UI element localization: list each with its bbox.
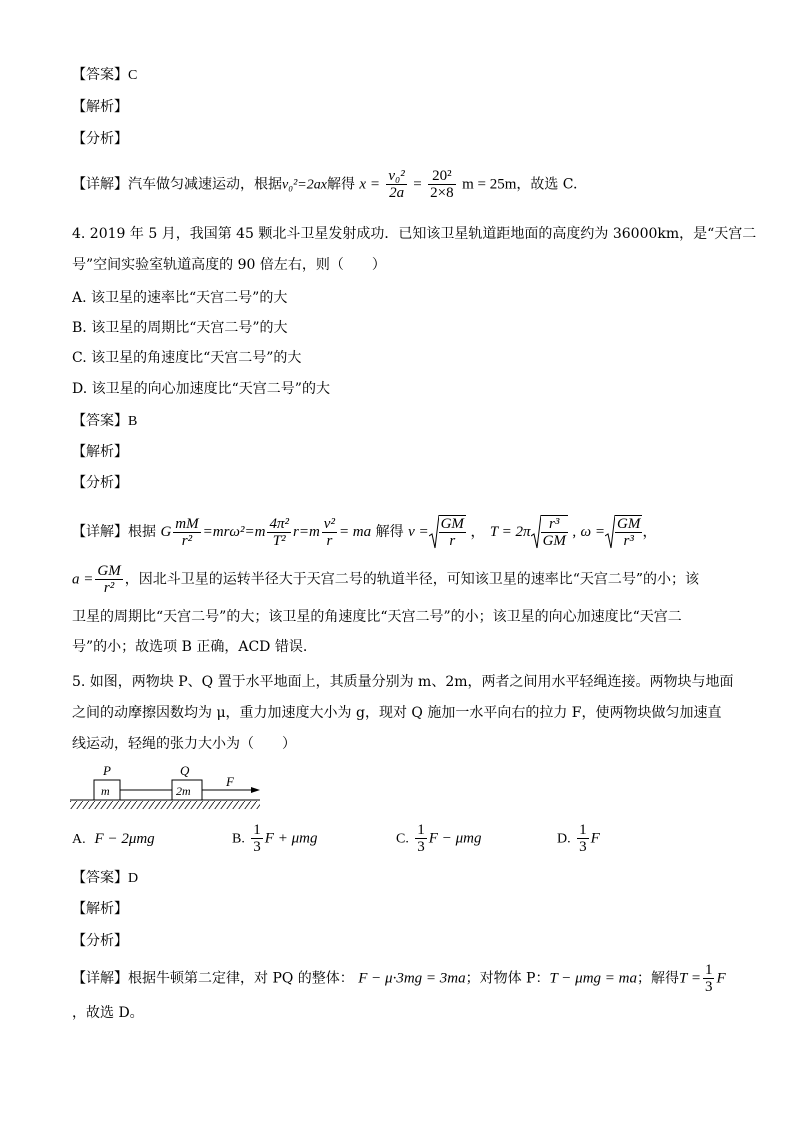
detail-text: 【详解】根据牛顿第二定律，对 PQ 的整体： — [72, 970, 354, 987]
q4-option-a: A. 该卫星的速率比“天宫二号”的大 — [72, 290, 288, 306]
fraction: $\frac{\text{4π²}}{\text{T²}}$ — [269, 515, 289, 549]
formula: v = — [408, 524, 429, 540]
formula: =mrω²=m — [202, 524, 266, 540]
fraction: $\frac{1}{3}$ — [704, 962, 713, 995]
fraction: $\frac{mM}{\text{r²}}$ — [175, 515, 199, 549]
q4-option-d: D. 该卫星的向心加速度比“天宫二号”的大 — [72, 381, 330, 397]
label-q: Q — [180, 763, 190, 778]
formula: ω = — [580, 524, 606, 540]
q5-stem-line1: 5. 如图，两物块 P、Q 置于水平地面上，其质量分别为 m、2m，两者之间用水平轻绳连接。两物块与地面 — [72, 674, 734, 690]
sqrt: $\frac{\text{r³}}{GM}$ — [531, 514, 568, 550]
q5-option-d: D. $\frac{1}{3}$ F — [557, 822, 600, 855]
blocks-figure — [70, 762, 270, 814]
q5-option-b: B. $\frac{1}{3}$ F + μmg — [232, 822, 318, 855]
detail-text: 解得 — [326, 176, 355, 193]
q4-detail-line4: 号”的小；故选项 B 正确，ACD 错误. — [72, 639, 308, 655]
q4-detail-line3: 卫星的周期比“天宫二号”的大；该卫星的角速度比“天宫二号”的小；该卫星的向心加速度比“天宫二 — [72, 609, 682, 625]
label-f: F — [226, 774, 234, 789]
q4-option-c: C. 该卫星的角速度比“天宫二号”的大 — [72, 350, 302, 366]
formula: F — [716, 970, 726, 987]
formula: G — [160, 524, 172, 540]
q5-stem-line2: 之间的动摩擦因数均为 μ，重力加速度大小为 g，现对 Q 施加一水平向右的拉力 F，使两物块做匀加速直 — [72, 705, 722, 721]
sqrt: $\frac{GM}{\text{r³}}$ — [605, 514, 642, 550]
q5-detail-line2: ，故选 D。 — [72, 1005, 144, 1021]
detail-text: ，因北斗卫星的运转半径大于天宫二号的轨道半径，可知该卫星的速率比“天宫二号”的小；该 — [124, 571, 700, 588]
q5-option-c: C. $\frac{1}{3}$ F − μmg — [396, 822, 482, 855]
q3-detail — [72, 168, 577, 201]
q4-detail-line2 — [72, 563, 699, 596]
q4-detail-line1: 【详解】根据 G $\frac{mM}{\text{r²}}$ =mrω²=m $\frac{\text{4π²}}{\text{T²}}$ r=m $\frac{\text{v²}}{r}$ = ma 解得 v = $\frac{GM}{r}$ ， T = 2π $\frac{\text{r³}}{GM}$ , ω = $\frac{GM}{\text{r³}}$ ， — [72, 515, 658, 549]
answer-label: 【答案】 — [72, 67, 128, 83]
formula: r=m — [292, 524, 320, 540]
q4-stem-line2: 号”空间实验室轨道高度的 90 倍左右，则（ ） — [72, 257, 386, 273]
q4-answer — [72, 412, 137, 431]
formula: v₀²=2ax — [282, 177, 327, 193]
answer-label: 【答案】 — [72, 413, 128, 429]
formula: T = 2π — [489, 524, 531, 540]
q5-detail-line1 — [72, 962, 726, 995]
label-2m: 2m — [176, 784, 191, 798]
detail-text: ，故选 C. — [516, 176, 578, 193]
ground-hatch — [70, 801, 260, 809]
q5-answer — [72, 869, 138, 888]
q4-option-b: B. 该卫星的周期比“天宫二号”的大 — [72, 320, 288, 336]
detail-label: 【详解】根据 — [72, 524, 156, 540]
answer-value: C — [128, 68, 138, 83]
formula: a = — [72, 571, 94, 588]
formula: T = — [679, 970, 701, 987]
arrow-head — [251, 787, 260, 793]
answer-label: 【答案】 — [72, 870, 128, 886]
formula: = — [413, 176, 422, 193]
formula: T − μmg = ma — [549, 970, 637, 987]
q4-fenxi-label: 【分析】 — [72, 475, 128, 491]
formula: x = — [359, 176, 380, 193]
fraction: $\frac{\text{v₀²}}{2a}$ — [388, 168, 405, 201]
fraction: $\frac{GM}{\text{r²}}$ — [97, 563, 121, 596]
detail-label: 【详解】 — [72, 176, 128, 193]
sqrt: $\frac{GM}{r}$ — [429, 514, 466, 550]
q3-answer — [72, 66, 137, 85]
formula: = ma — [338, 524, 372, 540]
fraction: $\frac{\text{v²}}{r}$ — [323, 515, 335, 549]
q5-fenxi-label: 【分析】 — [72, 933, 128, 949]
q4-analysis-label: 【解析】 — [72, 444, 128, 460]
detail-text: ；对物体 P： — [465, 970, 550, 987]
formula: F − μ·3mg = 3ma — [358, 970, 466, 987]
detail-text: 汽车做匀减速运动，根据 — [128, 176, 282, 193]
q5-option-a: A. F − 2μmg — [72, 831, 155, 847]
q4-stem-line1: 4. 2019 年 5 月，我国第 45 颗北斗卫星发射成功．已知该卫星轨道距地面的高度约为 36000km，是“天宫二 — [72, 226, 757, 242]
answer-value: D — [128, 871, 139, 886]
fraction: $\frac{\text{20²}}{2\times 8}$ — [430, 168, 454, 201]
q3-analysis-label: 【解析】 — [72, 99, 128, 115]
detail-text: ；解得 — [637, 970, 679, 987]
detail-text: 解得 — [375, 524, 404, 540]
q5-stem-line3: 线运动，轻绳的张力大小为（ ） — [72, 736, 296, 752]
q5-analysis-label: 【解析】 — [72, 901, 128, 917]
answer-value: B — [128, 414, 138, 429]
formula: m = 25m — [462, 176, 517, 193]
q3-fenxi-label: 【分析】 — [72, 131, 128, 147]
label-m: m — [101, 784, 110, 798]
label-p: P — [103, 763, 111, 778]
